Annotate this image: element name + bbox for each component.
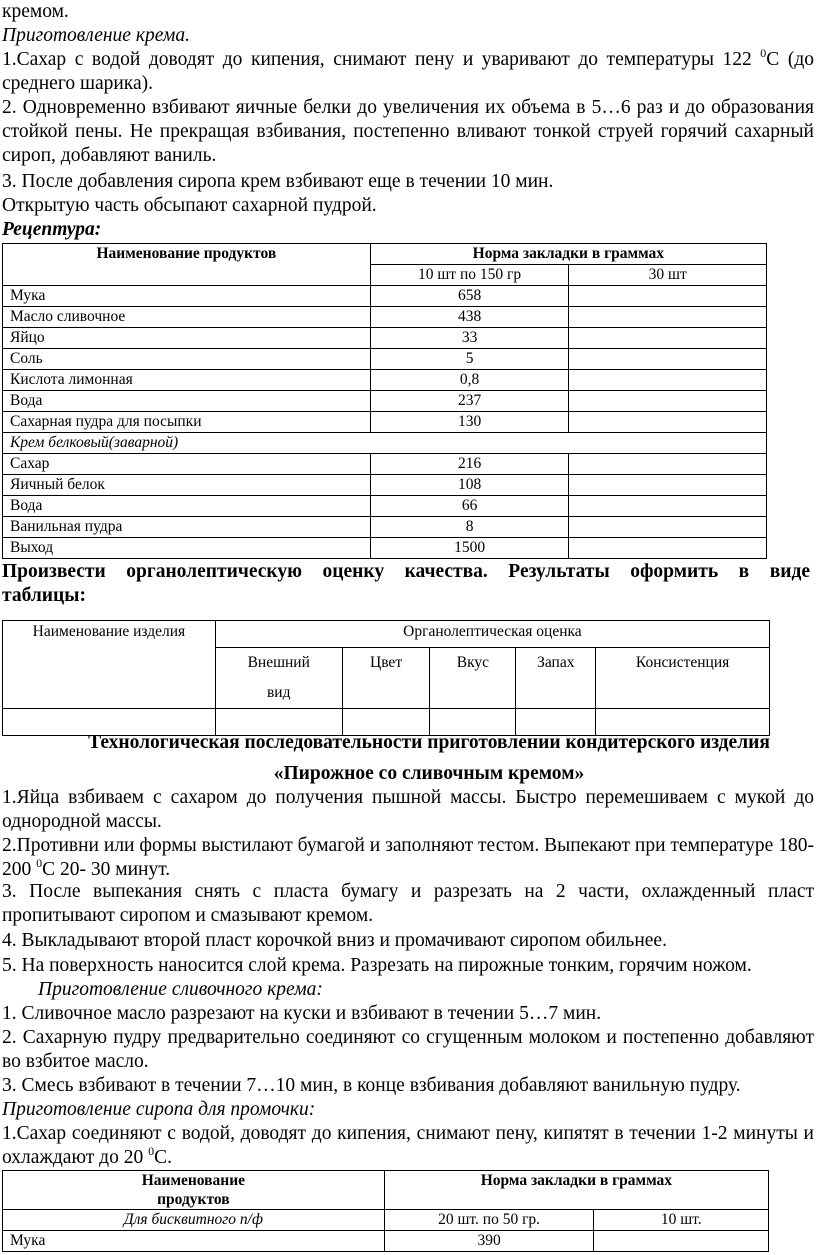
col-smell: Запах	[516, 648, 596, 709]
paragraph: 3. После выпекания снять с пласта бумагу и разрезать на 2 части, охлажденный пласт пропитывают сиропом и смазывают кремом.	[2, 881, 814, 926]
paragraph: 2. Сахарную пудру предварительно соединяют со сгущенным молоком и постепенно добавляют во взбитое масло.	[2, 1027, 814, 1072]
table-row: Соль 5	[3, 349, 767, 370]
col-consistency: Консистенция	[596, 648, 770, 709]
table-row: Яичный белок 108	[3, 475, 767, 496]
paragraph: 5. На поверхность наносится слой крема. Разрезать на пирожные тонким, горячим ножом.	[2, 955, 752, 976]
paragraph: 3. Смесь взбивают в течении 7…10 мин, в конце взбивания добавляют ванильную пудру.	[2, 1075, 741, 1096]
table-row: Вода 66	[3, 496, 767, 517]
text-line: кремом.	[2, 1, 69, 22]
paragraph: 1.Сахар с водой доводят до кипения, снимают пену и уваривают до температуры 122 $^0$С (до среднего шарика).	[2, 46, 815, 94]
table-row: Выход 1500	[3, 538, 767, 559]
evaluation-table	[2, 620, 770, 736]
paragraph: 1.Яйца взбиваем с сахаром до получения пышной массы. Быстро перемешиваем с мукой до однородной массы.	[2, 787, 814, 832]
paragraph: 3. После добавления сиропа крем взбивают еще в течении 10 мин.	[2, 171, 554, 192]
task-line: Произвести органолептическую оценку качества. Результаты оформить в виде	[2, 561, 810, 582]
table-row: Яйцо 33	[3, 328, 767, 349]
table-row: Вода 237	[3, 391, 767, 412]
header-name: Наименование продуктов	[3, 1171, 385, 1210]
header-col-2: 30 шт	[569, 265, 767, 286]
table-section-row: Крем белковый(заварной)	[3, 433, 767, 454]
header-norm: Норма закладки в граммах	[370, 244, 766, 265]
col-taste: Вкус	[430, 648, 516, 709]
paragraph: 2. Одновременно взбивают яичные белки до увеличения их объема в 5…6 раз и до образования стойкой пены. Не прекращая взбивания, постепенно вливают тонкой струей горячий сахарный сироп, добавляют ваниль.	[2, 97, 814, 166]
header-norm: Норма закладки в граммах	[384, 1171, 768, 1210]
header-name: Наименование изделия	[3, 621, 216, 709]
col-appearance: Внешний вид	[215, 648, 342, 709]
col-color: Цвет	[342, 648, 430, 709]
table-row: Мука 658	[3, 286, 767, 307]
table-row: Для бисквитного п/ф 20 шт. по 50 гр. 10 шт.	[3, 1210, 769, 1231]
paragraph: 1.Сахар соединяют с водой, доводят до кипения, снимают пену, кипятят в течении 1-2 минуты и охлаждают до 20 $^0$С.	[2, 1123, 814, 1168]
paragraph: 2.Противни или формы выстилают бумагой и заполняют тестом. Выпекают при температуре 180-200 $^0$С 20- 30 минут.	[2, 835, 814, 880]
header-organoleptic: Органолептическая оценка	[215, 621, 769, 648]
section-subtitle: «Пирожное со сливочным кремом»	[273, 763, 585, 784]
table-row: Ванильная пудра 8	[3, 517, 767, 538]
table-row: Кислота лимонная 0,8	[3, 370, 767, 391]
header-name: Наименование продуктов	[3, 244, 371, 286]
table-row: Сахарная пудра для посыпки 130	[3, 412, 767, 433]
table-row: Сахар 216	[3, 454, 767, 475]
task-line-2: таблицы:	[2, 585, 86, 606]
section-heading: Приготовление сиропа для промочки:	[2, 1099, 316, 1120]
paragraph: 4. Выкладывают второй пласт корочкой вниз и промачивают сиропом обильнее.	[2, 930, 667, 951]
recipe-label: Рецептура:	[2, 219, 102, 240]
syrup-recipe-table	[2, 1170, 769, 1252]
recipe-table	[2, 243, 767, 559]
table-row: Масло сливочное 438	[3, 307, 767, 328]
section-title: Технологическая последовательности приготовлении кондитерского изделия	[88, 732, 770, 753]
header-col-1: 10 шт по 150 гр	[370, 265, 569, 286]
paragraph: Открытую часть обсыпают сахарной пудрой.	[2, 195, 377, 216]
paragraph: 1. Сливочное масло разрезают на куски и взбивают в течении 5…7 мин.	[2, 1003, 602, 1024]
section-heading: Приготовление сливочного крема:	[38, 979, 323, 1000]
table-row: Мука 390	[3, 1231, 769, 1252]
section-heading: Приготовление крема.	[2, 25, 190, 46]
